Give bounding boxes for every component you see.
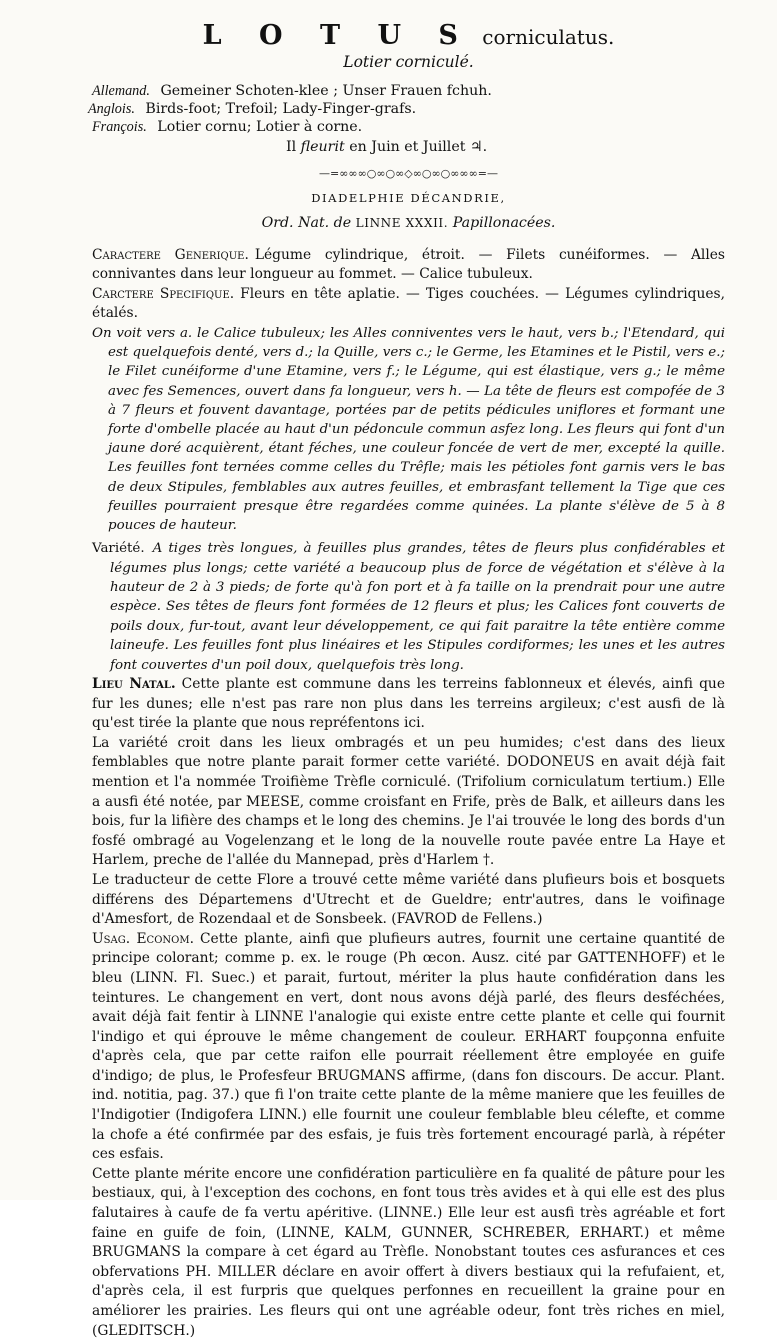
generic-character: Caractere Generique. Légume cylindrique, étroit. — Filets cunéiformes. — Alles connivantes dans leur longueur au fommet. — Calice tubuleux. (92, 246, 726, 283)
natural-order: Ord. Nat. de LINNE XXXII. Papillonacées. (261, 214, 556, 231)
habitat-variety-paragraph: La variété croit dans les lieux ombragés et un peu humides; c'est dans des lieux femblables que notre plante parait former cette variété. DODONEUS en avait déjà fait mention et l'a nommée Troifième Trèfle corniculé. (Trifolium corniculatum tertium.) Elle a ausfi été notée, par MEESE, comme croisfant en Frife, près de Balk, et ailleurs dans les bois, fur la lifière des champs et le long des chemins. Je l'ai trouvée le long des bords d'un fosfé ombragé au Vogelenzang et le long de la nouvelle route pavée entre La Haye et Harlem, preche de l'allée du Mannepad, près d'Harlem †. (92, 734, 725, 869)
language-label: Anglois. (88, 101, 135, 118)
habitat-paragraph: Lieu Natal. Cette plante est commune dans les terreins fablonneux et élevés, ainfi que fur les dunes; elle n'est pas rare non plus dans les terreins argileux; c'est ausfi de là qu'est tirée la plante que nous repréfentons ici. (92, 676, 725, 732)
vernacular-text: Birds-foot; Trefoil; Lady-Finger-grafs. (145, 101, 417, 118)
language-label: François. (92, 119, 147, 136)
vernacular-row-english (88, 100, 725, 118)
plate-description: On voit vers a. le Calice tubuleux; les Alles conniventes vers le haut, vers b.; l'Etendard, qui est quelquefois denté, vers d.; la Quille, vers c.; le Germe, les Etamines et le Pistil, vers e.; le Filet cunéiforme d'une Etamine, vers f.; le Légume, qui est élastique, vers g.; le même avec fes Semences, ouvert dans fa longueur, vers h. — La tête de fleurs est compofée de 3 à 7 fleurs et fouvent davantage, portées par de petits pédicules uniflores et formant une forte d'ombelle placée au haut d'un pédoncule commun asfez long. Les fleurs qui font d'un jaune doré acquièrent, étant féches, une couleur foncée de vert de mer, excepté la quille. Les feuilles font ternées comme celles du Trêfle; mais les pétioles font garnis vers le bas de deux Stipules, femblables aux autres feuilles, et embrasfant tellement la Tige que ces feuilles pourraient presque être regardées comme quinées. La plante s'élève de 5 à 8 pouces de hauteur. (92, 325, 725, 533)
genus-name: L O T U S (202, 20, 472, 51)
vernacular-names (88, 82, 725, 136)
species-title (92, 20, 725, 51)
translator-note-paragraph: Le traducteur de cette Flore a trouvé cette même variété dans plufieurs bois et bosquets différens des Départemens d'Utrecht et de Gueldre; entr'autres, dans le voifinage d'Amesfort, de Rozendaal et de Sonsbeek. (FAVROD de Fellens.) (92, 871, 725, 928)
french-name: Lotier corniculé. (343, 52, 474, 71)
flowering-period: Il fleurit en Juin et Juillet ♃. (286, 139, 488, 156)
vernacular-row-french (92, 118, 725, 136)
ornamental-rule: —=∞∞∞○∞○∞◇∞○∞○∞∞∞=— (319, 166, 498, 180)
vernacular-row-german (92, 82, 725, 100)
linnaean-class: DIADELPHIE DÉCANDRIE, (311, 191, 506, 206)
species-epithet: corniculatus. (482, 25, 615, 49)
specific-character: Carctere Specifique. Fleurs en tête aplatie. — Tiges couchées. — Légumes cylindriques, étalés. (92, 285, 725, 322)
variety-paragraph: Variété. A tiges très longues, à feuilles plus grandes, têtes de fleurs plus confidérables et légumes plus longs; cette variété a beaucoup plus de force de végétation et s'élève à la hauteur de 2 à 3 pieds; de forte qu'à fon port et à fa taille on la prendrait pour une autre espèce. Ses têtes de fleurs font formées de 12 fleurs et plus; les Calices font couverts de poils doux, fur-tout, avant leur développement, ce qui fait paraitre la tête entière comme laineufe. Les feuilles font plus linéaires et les Stipules cordiformes; les unes et les autres font couvertes d'un poil doux, quelquefois très long. (92, 541, 725, 673)
vernacular-text: Lotier cornu; Lotier à corne. (157, 119, 363, 136)
pasture-use-paragraph: Cette plante mérite encore une confidération particulière en fa qualité de pâture pour les bestiaux, qui, à l'exception des cochons, en font tous très avides et à qui elle est des plus falutaires à caufe de fa vertu apéritive. (LINNE.) Elle leur est ausfi très agréable et fort faine en guife de foin, (LINNE, KALM, GUNNER, SCHREBER, ERHART.) et même BRUGMANS la compare à cet égard au Trèfle. Nonobstant toutes ces asfurances et ces obfervations PH. MILLER déclare en avoir offert à divers bestiaux qui la refufaient, et, d'après cela, il est furpris que quelques perfonnes en recueillent la graine pour en améliorer les prairies. Les fleurs qui ont une agréable odeur, font très riches en miel, (GLEDITSCH.) (92, 1165, 725, 1339)
vernacular-text: Gemeiner Schoten-klee ; Unser Frauen fchuh. (160, 83, 492, 100)
language-label: Allemand. (92, 83, 150, 100)
economic-use-paragraph: Usag. Econom. Cette plante, ainfi que plufieurs autres, fournit une certaine quantité de principe colorant; comme p. ex. le rouge (Ph œcon. Ausz. cité par GATTENHOFF) et le bleu (LINN. Fl. Suec.) et parait, furtout, mériter la plus haute confidération dans les teintures. Le changement en vert, dont nous avons déjà parlé, des fleurs desféchées, avait déjà fait fentir à LINNE l'analogie qui existe entre cette plante et celle qui fournit l'indigo et qui éprouve le même changement de couleur. ERHART foupçonna enfuite d'après cela, que par cette raifon elle pourrait réellement être employée en guife d'indigo; de plus, le Profesfeur BRUGMANS affirme, (dans fon discours. De accur. Plant. ind. notitia, pag. 37.) que fi l'on traite cette plante de la même maniere que les feuilles de l'Indigotier (Indigofera LINN.) elle fournit une couleur femblable bleu célefte, et comme la chofe a été confirmée par des esfais, je fuis très fortement encouragé parlà, à répéter ces esfais. (92, 930, 725, 1163)
